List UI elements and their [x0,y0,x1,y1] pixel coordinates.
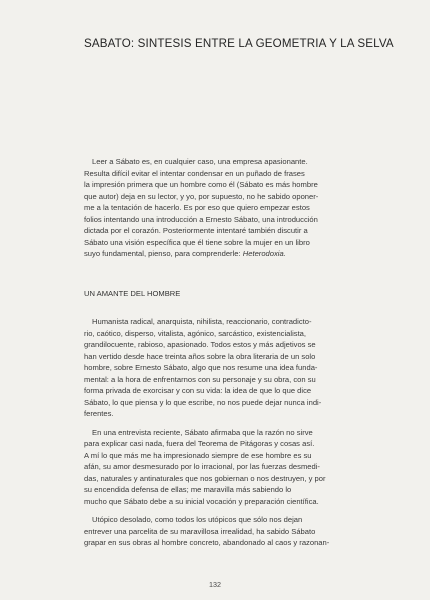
intro-line-last [84,248,384,260]
intro-line: dictada por el corazón. Posteriormente intentaré también discutir a [84,226,308,235]
section-heading: UN AMANTE DEL HOMBRE [84,289,181,298]
body-line: rio, caótico, disperso, vitalista, agónico, sarcástico, existencialista, [84,328,307,338]
body-line: Humanista radical, anarquista, nihilista, reaccionario, contradicto- [92,317,312,326]
body-line: para explicar casi nada, fuera del Teorema de Pitágoras y cosas así. [84,439,315,448]
section-paragraph-3 [84,514,384,549]
section-body [84,316,384,549]
body-line: su encendida defensa de ellas; me maravilla más sabiendo lo [84,485,292,494]
body-line: Sábato, lo que piensa y lo que escribe, no nos puede dejar nunca indi- [84,397,322,407]
intro-line: que autor) deja en su lector, y yo, por supuesto, no he sabido oponer- [84,191,319,201]
body-line: das, naturales y antinaturales que nos gobiernan o nos destruyen, y por [84,473,326,483]
section-paragraph-1 [84,316,384,420]
intro-line: folios intentando una introducción a Ernesto Sábato, una introducción [84,214,318,224]
body-line: A mí lo que más me ha impresionado siempre de ese hombre es su [84,450,312,460]
intro-paragraph [84,156,384,260]
body-line: En una entrevista reciente, Sábato afirmaba que la razón no sirve [92,427,313,437]
intro-line: Sábato una visión específica que él tiene sobre la mujer en un libro [84,237,310,247]
body-line: grapar en sus obras al hombre concreto, abandonado al caos y razonan- [84,538,330,547]
body-line: ferentes. [84,409,114,418]
body-line: grandilocuente, rabioso, apasionado. Todos estos y más adjetivos se [84,340,316,349]
page-title: SABATO: SINTESIS ENTRE LA GEOMETRIA Y LA SELVA [84,37,394,50]
section-paragraph-2 [84,427,384,508]
intro-line: me a la tentación de hacerlo. Es por eso que quiero empezar estos [84,203,310,212]
book-title-heterodoxia: Heterodoxia. [242,249,286,258]
body-line: Utópico desolado, como todos los utópicos que sólo nos dejan [92,515,303,524]
intro-line: Leer a Sábato es, en cualquier caso, una empresa apasionante. [92,157,308,166]
intro-line: la impresión primera que un hombre como él (Sábato es más hombre [84,180,318,189]
body-line: afán, su amor desmesurado por lo irracional, por las fuerzas desmedi- [84,462,320,471]
page-number: 132 [209,580,221,589]
body-line: entrever una parcelita de su maravillosa irrealidad, ha sabido Sábato [84,526,316,536]
intro-line-text: suyo fundamental, pienso, para comprenderle: [84,249,241,258]
intro-line: Resulta difícil evitar el intentar condensar en un puñado de frases [84,168,305,178]
body-line: mucho que Sábato debe a su inicial vocación y preparación científica. [84,496,319,506]
body-line: hombre, sobre Ernesto Sábato, algo que nos resume una idea funda- [84,363,318,372]
body-line: forma privada de exorcisar y con su vida: la idea de que lo que dice [84,386,312,395]
body-line: mental: a la hora de enfrentarnos con su personaje y su obra, con su [84,374,316,384]
body-line: han vertido desde hace treinta años sobre la obra literaria de un solo [84,351,316,361]
